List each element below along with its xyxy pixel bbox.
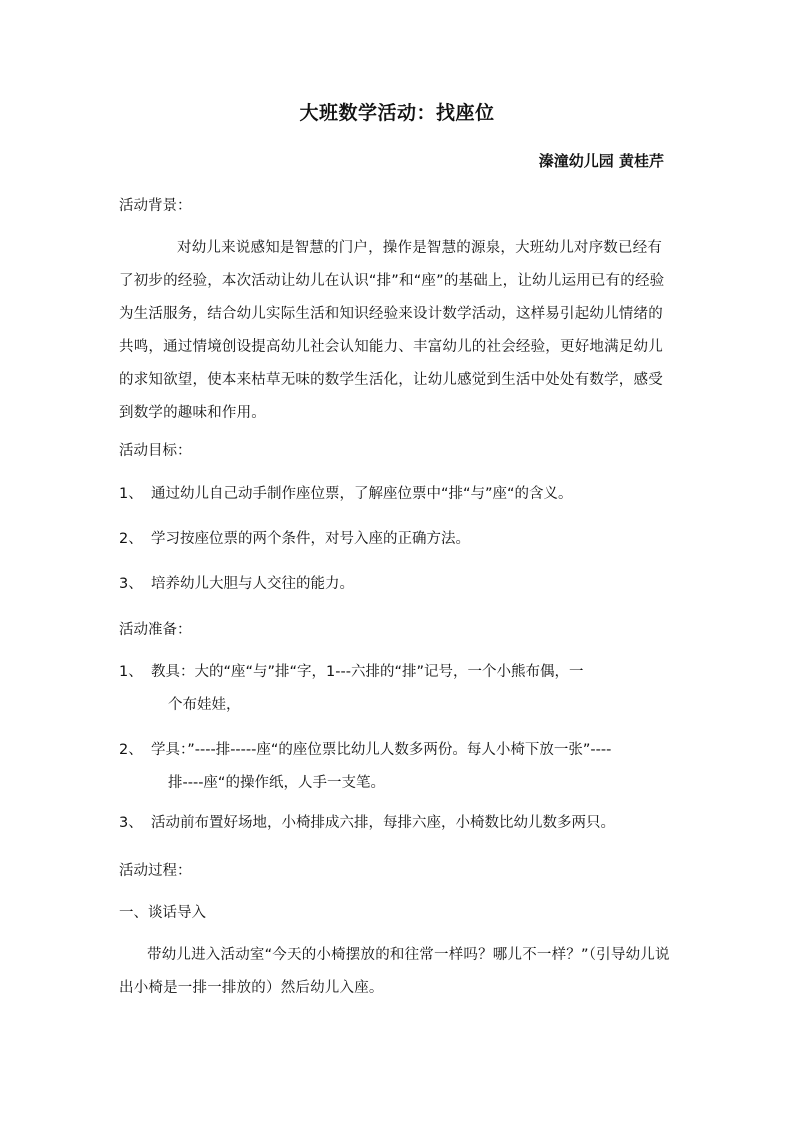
goal-text: 培养幼儿大胆与人交往的能力。: [151, 576, 354, 592]
prep-text-line2: 个布娃娃，: [168, 697, 241, 713]
goal-number: 1、: [119, 486, 143, 502]
prep-number: 3、: [119, 815, 143, 831]
background-text: 对幼儿来说感知是智慧的门户，操作是智慧的源泉，大班幼儿对序数已经有了初步的经验，本次活动让幼儿在认识“排”和“座”的基础上，让幼儿运用已有的经验为生活服务，结合幼儿实际生活和知识经验来设计数学活动，这样易引起幼儿情绪的共鸣，通过情境创设提高幼儿社会认知能力、丰富幼儿的社会经验，更好地满足幼儿的求知欲望，使本来枯草无味的数学生活化，让幼儿感觉到生活中处处有数学，感受到数学的趣味和作用。: [119, 240, 665, 421]
goal-item: [119, 523, 675, 556]
process-heading: 活动过程：: [119, 863, 192, 879]
prep-text-line1: 教具：大的“座“与”排“字，1---六排的“排”记号，一个小熊布偶，一: [151, 664, 584, 680]
section1-paragraph: [119, 939, 675, 1005]
background-heading: 活动背景：: [119, 198, 192, 214]
section1-text: 带幼儿进入活动室“今天的小椅摆放的和往常一样吗？哪儿不一样？”（引导幼儿说出小椅是一排一排放的）然后幼儿入座。: [119, 947, 670, 996]
goals-heading: 活动目标：: [119, 443, 192, 459]
prep-number: 1、: [119, 664, 143, 680]
prep-heading: 活动准备：: [119, 622, 192, 638]
prep-item: [119, 734, 675, 800]
section1-heading: 一、谈话导入: [119, 905, 206, 921]
prep-number: 2、: [119, 742, 143, 758]
goal-number: 3、: [119, 576, 143, 592]
prep-item: [119, 656, 675, 722]
goal-item: [119, 568, 675, 601]
prep-text-line1: 活动前布置好场地，小椅排成六排，每排六座，小椅数比幼儿数多两只。: [151, 815, 615, 831]
prep-text-line2: 排----座“的操作纸，人手一支笔。: [168, 775, 385, 791]
background-paragraph: [119, 232, 675, 430]
goal-text: 学习按座位票的两个条件，对号入座的正确方法。: [151, 531, 470, 547]
author-line: 溱潼幼儿园 黄桂芹: [538, 152, 664, 170]
prep-item: [119, 807, 675, 840]
prep-text-line1: 学具：”----排-----座“的座位票比幼儿人数多两份。每人小椅下放一张”----: [151, 742, 612, 758]
goal-item: [119, 478, 675, 511]
goal-number: 2、: [119, 531, 143, 547]
document-title: 大班数学活动：找座位: [299, 102, 495, 124]
goal-text: 通过幼儿自己动手制作座位票，了解座位票中“排“与”座“的含义。: [151, 486, 573, 502]
